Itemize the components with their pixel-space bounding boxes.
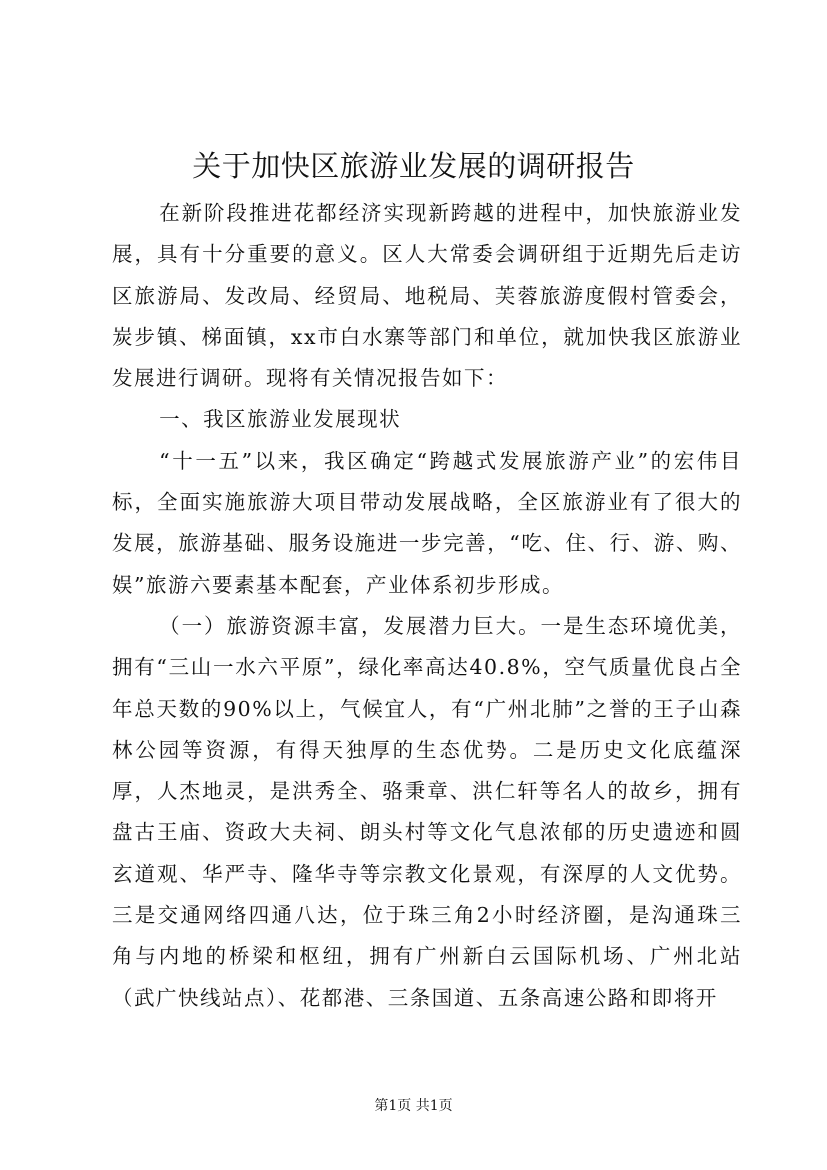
paragraph-overview: “十一五”以来，我区确定“跨越式发展旅游产业”的宏伟目标，全面实施旅游大项目带动发展战略，全区旅游业有了很大的发展，旅游基础、服务设施进一步完善，“吃、住、行、游、购、娱”旅游六要素基本配套，产业体系初步形成。 bbox=[112, 448, 742, 597]
paragraph-resources: （一）旅游资源丰富，发展潜力巨大。一是生态环境优美，拥有“三山一水六平原”，绿化率高达40.8%，空气质量优良占全年总天数的90%以上，气候宜人，有“广州北肺”之誉的王子山森林公园等资源，有得天独厚的生态优势。二是历史文化底蕴深厚，人杰地灵，是洪秀全、骆秉章、洪仁轩等名人的故乡，拥有盘古王庙、资政大夫祠、朗头村等文化气息浓郁的历史遗迹和圆玄道观、华严寺、隆华寺等宗教文化景观，有深厚的人文优势。三是交通网络四通八达，位于珠三角2小时经济圈，是沟通珠三角与内地的桥梁和枢纽，拥有广州新白云国际机场、广州北站（武广快线站点）、花都港、三条国道、五条高速公路和即将开 bbox=[112, 613, 742, 1010]
paragraph-intro: 在新阶段推进花都经济实现新跨越的进程中，加快旅游业发展，具有十分重要的意义。区人大常委会调研组于近期先后走访区旅游局、发改局、经贸局、地税局、芙蓉旅游度假村管委会，炭步镇、梯面镇，xx市白水寨等部门和单位，就加快我区旅游业发展进行调研。现将有关情况报告如下： bbox=[112, 201, 742, 391]
section-heading: 一、我区旅游业发展现状 bbox=[159, 407, 402, 432]
page-title: 关于加快区旅游业发展的调研报告 bbox=[192, 149, 635, 183]
document-body bbox=[112, 193, 742, 1019]
page-footer: 第1页 共1页 bbox=[374, 1098, 453, 1114]
